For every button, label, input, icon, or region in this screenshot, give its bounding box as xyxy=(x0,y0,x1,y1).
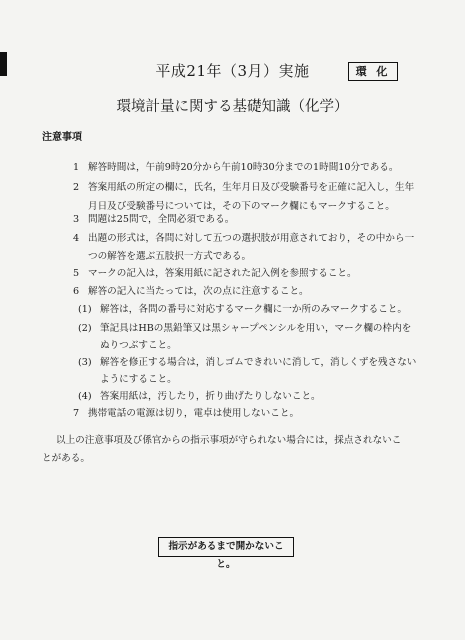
note-number: 7 xyxy=(73,408,80,419)
subnote-text: 解答を修正する場合は，消しゴムできれいに消して，消しくずを残さない xyxy=(100,357,417,368)
category-badge: 環 化 xyxy=(348,62,398,81)
note-number: 4 xyxy=(73,233,80,244)
subnote-number: (2) xyxy=(78,323,92,334)
notes-heading: 注意事項 xyxy=(42,132,82,143)
do-not-open-notice: 指示があるまで開かないこと。 xyxy=(158,537,294,557)
note-text: 携帯電話の電源は切り，電卓は使用しないこと。 xyxy=(88,408,300,419)
note-number: 5 xyxy=(73,268,80,279)
subnote-text: ぬりつぶすこと。 xyxy=(100,340,177,351)
subnote-text: 解答は，各問の番号に対応するマーク欄に一か所のみマークすること。 xyxy=(100,304,407,315)
subnote-number: (3) xyxy=(78,357,92,368)
exam-date: 平成21年（3月）実施 xyxy=(155,62,310,80)
subnote-number: (4) xyxy=(78,391,92,402)
note-text: マークの記入は，答案用紙に記された記入例を参照すること。 xyxy=(88,268,357,279)
note-text: 解答時間は，午前9時20分から午前10時30分までの1時間10分である。 xyxy=(88,162,399,173)
subnote-text: ようにすること。 xyxy=(100,374,177,385)
closing-line: とがある。 xyxy=(42,453,90,464)
subnote-text: 答案用紙は，汚したり，折り曲げたりしないこと。 xyxy=(100,391,321,402)
note-number: 2 xyxy=(73,182,80,193)
exam-title: 環境計量に関する基礎知識（化学） xyxy=(116,99,349,115)
note-text: 出題の形式は，各問に対して五つの選択肢が用意されており，その中から一 xyxy=(88,233,415,244)
note-text: 問題は25問で，全問必須である。 xyxy=(88,214,235,225)
note-number: 3 xyxy=(73,214,80,225)
subnote-number: (1) xyxy=(78,304,92,315)
closing-line: 以上の注意事項及び係官からの指示事項が守られない場合には，採点されないこ xyxy=(56,435,402,446)
note-text: つの解答を選ぶ五肢択一方式である。 xyxy=(88,251,252,262)
note-text: 解答の記入に当たっては，次の点に注意すること。 xyxy=(88,286,309,297)
note-text: 答案用紙の所定の欄に，氏名，生年月日及び受験番号を正確に記入し，生年 xyxy=(88,182,415,193)
note-text: 月日及び受験番号については，その下のマーク欄にもマークすること。 xyxy=(88,201,395,212)
note-number: 1 xyxy=(73,162,80,173)
subnote-text: 筆記具はHBの黒鉛筆又は黒シャープペンシルを用い，マーク欄の枠内を xyxy=(100,323,412,334)
note-number: 6 xyxy=(73,286,80,297)
